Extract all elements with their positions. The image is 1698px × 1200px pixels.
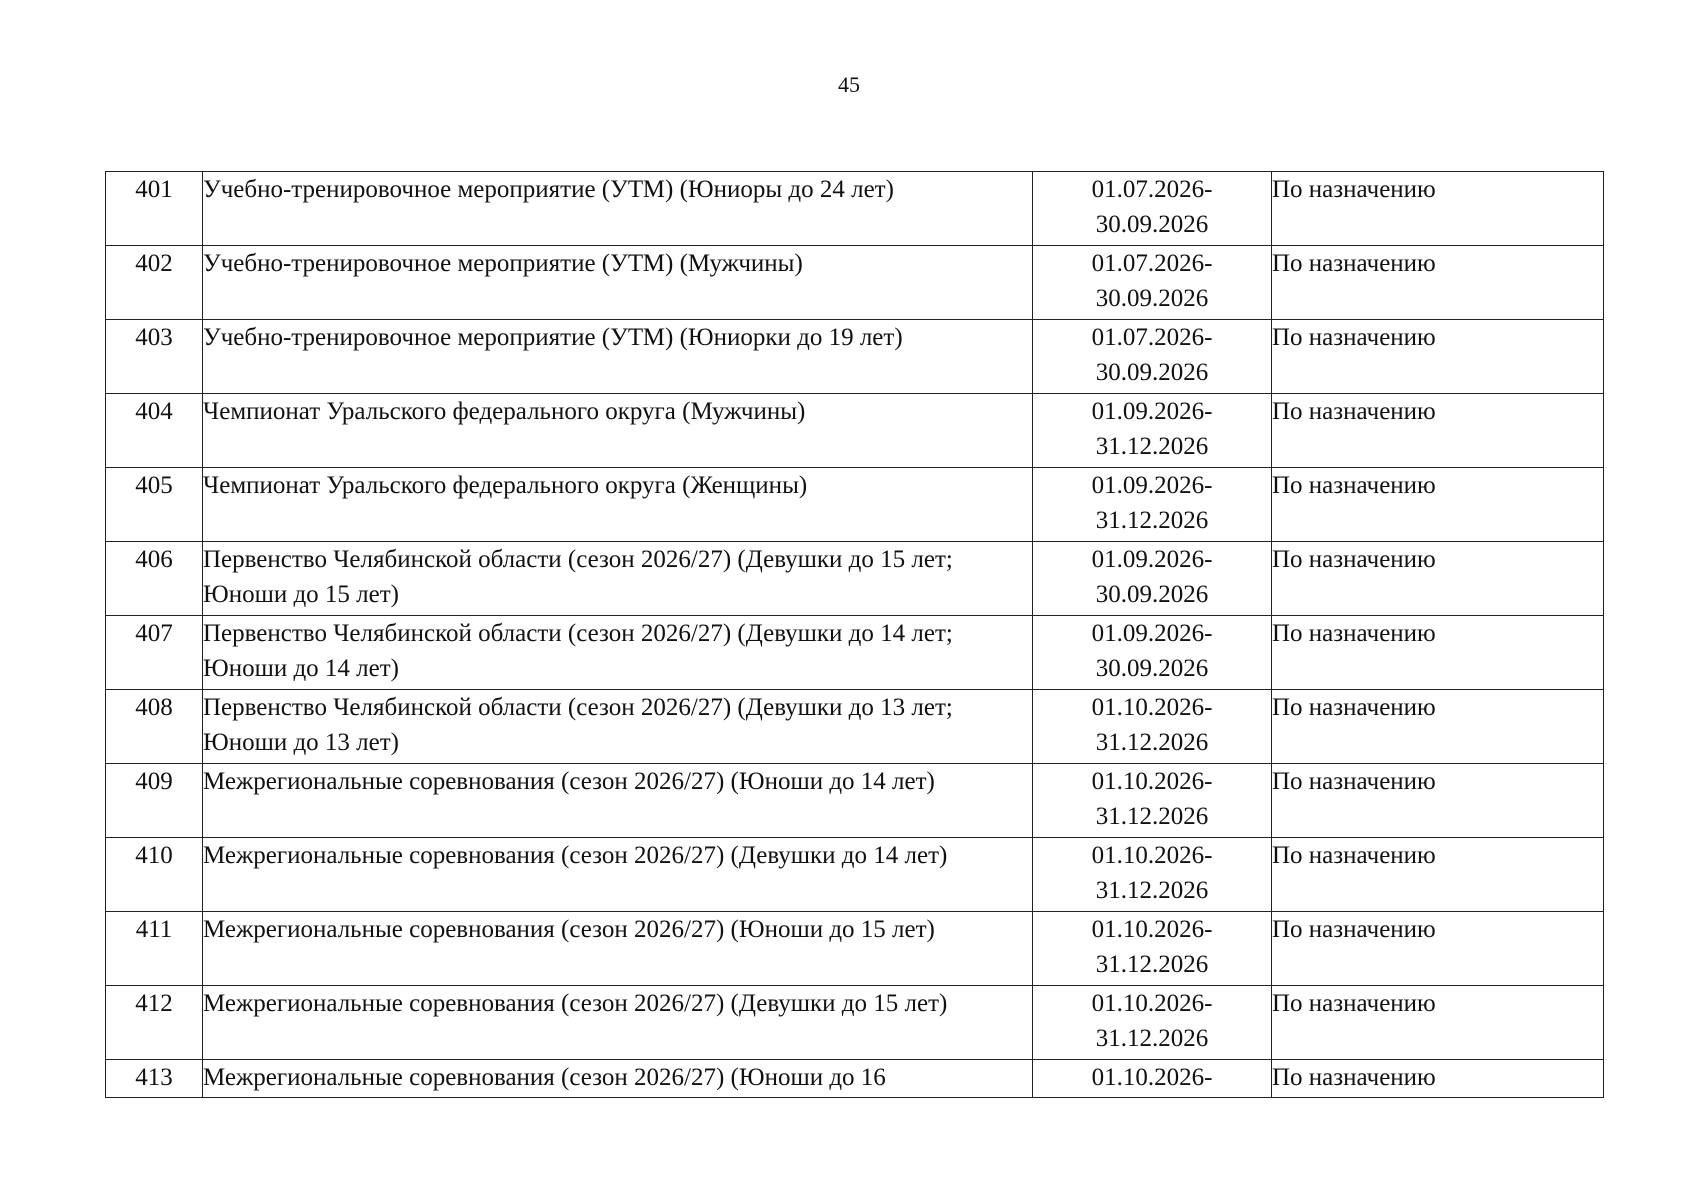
- event-name: Первенство Челябинской области (сезон 2026/27) (Девушки до 13 лет; Юноши до 13 лет): [203, 690, 1033, 764]
- table-row: [106, 468, 1604, 542]
- event-location: По назначению: [1272, 764, 1604, 838]
- event-location: По назначению: [1272, 616, 1604, 690]
- event-location: По назначению: [1272, 912, 1604, 986]
- table-row: [106, 320, 1604, 394]
- date-start: 01.09.2026-: [1091, 546, 1213, 573]
- table-row: [106, 1060, 1604, 1098]
- events-table: [105, 171, 1604, 1098]
- row-number: 408: [106, 690, 203, 764]
- date-end: 30.09.2026: [1095, 655, 1209, 682]
- event-name: Первенство Челябинской области (сезон 2026/27) (Девушки до 14 лет; Юноши до 14 лет): [203, 616, 1033, 690]
- table-row: [106, 616, 1604, 690]
- table-row: [106, 912, 1604, 986]
- event-name: Межрегиональные соревнования (сезон 2026/27) (Юноши до 14 лет): [203, 764, 1033, 838]
- event-location: По назначению: [1272, 172, 1604, 246]
- date-end: 30.09.2026: [1095, 581, 1209, 608]
- event-name: Первенство Челябинской области (сезон 2026/27) (Девушки до 15 лет; Юноши до 15 лет): [203, 542, 1033, 616]
- event-name: Учебно-тренировочное мероприятие (УТМ) (Мужчины): [203, 246, 1033, 320]
- date-start: 01.09.2026-: [1091, 620, 1213, 647]
- row-number: 404: [106, 394, 203, 468]
- event-dates: [1033, 838, 1272, 912]
- date-end: 30.09.2026: [1095, 359, 1209, 386]
- event-dates: [1033, 1060, 1272, 1098]
- event-dates: [1033, 986, 1272, 1060]
- date-start: 01.09.2026-: [1091, 398, 1213, 425]
- event-name: Чемпионат Уральского федерального округа (Мужчины): [203, 394, 1033, 468]
- date-start: 01.07.2026-: [1091, 176, 1213, 203]
- date-start: 01.10.2026-: [1091, 842, 1213, 869]
- table-row: [106, 172, 1604, 246]
- event-location: По назначению: [1272, 838, 1604, 912]
- event-location: По назначению: [1272, 690, 1604, 764]
- date-start: 01.10.2026-: [1091, 1064, 1213, 1091]
- event-location: По назначению: [1272, 1060, 1604, 1098]
- date-start: 01.10.2026-: [1091, 916, 1213, 943]
- row-number: 405: [106, 468, 203, 542]
- row-number: 411: [106, 912, 203, 986]
- event-name: Учебно-тренировочное мероприятие (УТМ) (Юниорки до 19 лет): [203, 320, 1033, 394]
- table-row: [106, 246, 1604, 320]
- event-name: Межрегиональные соревнования (сезон 2026/27) (Девушки до 14 лет): [203, 838, 1033, 912]
- event-dates: [1033, 246, 1272, 320]
- date-start: 01.10.2026-: [1091, 768, 1213, 795]
- row-number: 407: [106, 616, 203, 690]
- event-name: Межрегиональные соревнования (сезон 2026/27) (Юноши до 16: [203, 1060, 1033, 1098]
- event-name: Чемпионат Уральского федерального округа (Женщины): [203, 468, 1033, 542]
- date-end: 31.12.2026: [1095, 729, 1209, 756]
- event-name: Учебно-тренировочное мероприятие (УТМ) (Юниоры до 24 лет): [203, 172, 1033, 246]
- table-row: [106, 690, 1604, 764]
- row-number: 410: [106, 838, 203, 912]
- date-end: 31.12.2026: [1095, 433, 1209, 460]
- page-number: 45: [838, 72, 860, 97]
- date-end: 31.12.2026: [1095, 951, 1209, 978]
- row-number: 401: [106, 172, 203, 246]
- row-number: 403: [106, 320, 203, 394]
- event-dates: [1033, 172, 1272, 246]
- event-dates: [1033, 542, 1272, 616]
- table-row: [106, 394, 1604, 468]
- event-name: Межрегиональные соревнования (сезон 2026/27) (Девушки до 15 лет): [203, 986, 1033, 1060]
- event-dates: [1033, 912, 1272, 986]
- date-start: 01.09.2026-: [1091, 472, 1213, 499]
- row-number: 413: [106, 1060, 203, 1098]
- date-end: 30.09.2026: [1095, 285, 1209, 312]
- date-end: 30.09.2026: [1095, 211, 1209, 238]
- event-dates: [1033, 320, 1272, 394]
- event-location: По назначению: [1272, 320, 1604, 394]
- date-start: 01.07.2026-: [1091, 250, 1213, 277]
- event-dates: [1033, 616, 1272, 690]
- event-location: По назначению: [1272, 468, 1604, 542]
- row-number: 406: [106, 542, 203, 616]
- date-start: 01.10.2026-: [1091, 990, 1213, 1017]
- table-row: [106, 542, 1604, 616]
- table-row: [106, 764, 1604, 838]
- event-location: По назначению: [1272, 986, 1604, 1060]
- date-end: 31.12.2026: [1095, 507, 1209, 534]
- event-dates: [1033, 764, 1272, 838]
- date-start: 01.10.2026-: [1091, 694, 1213, 721]
- table-row: [106, 986, 1604, 1060]
- row-number: 409: [106, 764, 203, 838]
- date-end: 31.12.2026: [1095, 877, 1209, 904]
- event-location: По назначению: [1272, 394, 1604, 468]
- date-start: 01.07.2026-: [1091, 324, 1213, 351]
- event-location: По назначению: [1272, 246, 1604, 320]
- event-dates: [1033, 468, 1272, 542]
- event-name: Межрегиональные соревнования (сезон 2026/27) (Юноши до 15 лет): [203, 912, 1033, 986]
- row-number: 412: [106, 986, 203, 1060]
- event-location: По назначению: [1272, 542, 1604, 616]
- event-dates: [1033, 394, 1272, 468]
- date-end: 31.12.2026: [1095, 803, 1209, 830]
- event-dates: [1033, 690, 1272, 764]
- table-row: [106, 838, 1604, 912]
- date-end: 31.12.2026: [1095, 1025, 1209, 1052]
- row-number: 402: [106, 246, 203, 320]
